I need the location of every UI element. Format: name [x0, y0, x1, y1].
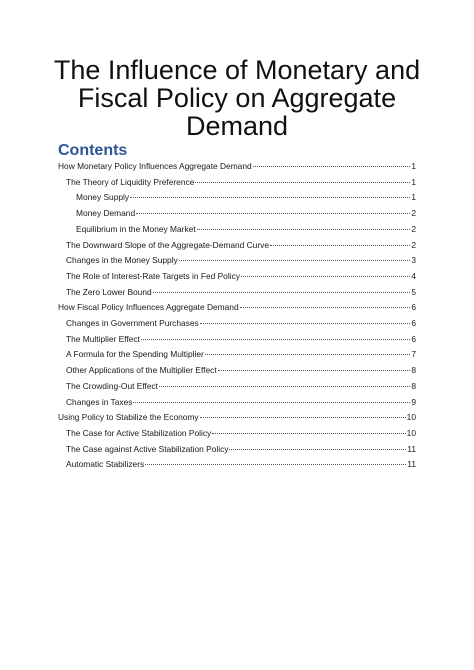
- toc-page-number: 8: [411, 365, 416, 376]
- toc-dot-leader: [136, 213, 410, 214]
- toc-page-number: 11: [407, 459, 416, 470]
- toc-dot-leader: [141, 339, 410, 340]
- toc-entry-label: The Case for Active Stabilization Policy: [66, 427, 212, 438]
- toc-page-number: 7: [411, 349, 416, 360]
- toc-entry-label: A Formula for the Spending Multiplier: [66, 349, 204, 360]
- toc-page-number: 9: [411, 396, 416, 407]
- toc-dot-leader: [240, 307, 411, 308]
- toc-entry[interactable]: [66, 349, 416, 360]
- toc-entry[interactable]: [66, 318, 416, 329]
- toc-entry[interactable]: [66, 428, 416, 439]
- toc-entry-label: Changes in Taxes: [66, 396, 133, 407]
- toc-page-number: 10: [406, 412, 416, 423]
- toc-entry-label: The Downward Slope of the Aggregate-Demand Curve: [66, 239, 269, 250]
- toc-entry[interactable]: [66, 334, 416, 345]
- toc-entry[interactable]: [66, 397, 416, 408]
- toc-dot-leader: [212, 433, 405, 434]
- toc-entry-label: Changes in Government Purchases: [66, 318, 199, 328]
- toc-page-number: 1: [411, 192, 416, 203]
- toc-entry[interactable]: [66, 381, 416, 392]
- toc-entry-label: Automatic Stabilizers: [66, 459, 145, 470]
- toc-entry-label: How Monetary Policy Influences Aggregate Demand: [58, 161, 252, 171]
- toc-dot-leader: [241, 276, 410, 277]
- toc-dot-leader: [200, 323, 411, 324]
- toc-entry-label: The Zero Lower Bound: [66, 286, 152, 297]
- toc-entry[interactable]: [66, 271, 416, 282]
- toc-page-number: 5: [411, 286, 416, 297]
- toc-dot-leader: [218, 370, 411, 371]
- toc-page-number: 2: [411, 223, 416, 234]
- toc-dot-leader: [195, 182, 410, 183]
- toc-page-number: 4: [411, 270, 416, 281]
- toc-entry[interactable]: [66, 287, 416, 298]
- toc-page-number: 1: [411, 176, 416, 187]
- toc-page-number: 3: [411, 255, 416, 266]
- toc-entry-label: The Case against Active Stabilization Policy: [66, 443, 229, 454]
- toc-page-number: 2: [411, 239, 416, 250]
- toc-page-number: 11: [407, 443, 416, 454]
- toc-page-number: 2: [411, 208, 416, 219]
- toc-entry-label: The Multiplier Effect: [66, 333, 140, 344]
- toc-entry-label: The Theory of Liquidity Preference: [66, 176, 195, 187]
- toc-entry-label: Using Policy to Stabilize the Economy: [58, 412, 199, 423]
- toc-entry[interactable]: [66, 240, 416, 251]
- toc-dot-leader: [159, 386, 410, 387]
- toc-dot-leader: [145, 464, 406, 465]
- toc-entry-label: The Crowding-Out Effect: [66, 380, 159, 391]
- toc-entry[interactable]: [66, 255, 416, 266]
- toc-entry-label: Money Demand: [76, 208, 136, 219]
- toc-entry[interactable]: [66, 459, 416, 470]
- toc-entry[interactable]: [58, 161, 416, 172]
- toc-page-number: 6: [411, 333, 416, 344]
- toc-page-number: 8: [411, 380, 416, 391]
- toc-entry[interactable]: [66, 444, 416, 455]
- toc-dot-leader: [153, 292, 411, 293]
- toc-dot-leader: [229, 449, 406, 450]
- toc-entry[interactable]: [66, 365, 416, 376]
- toc-entry-label: Money Supply: [76, 192, 130, 203]
- toc-entry[interactable]: [76, 208, 416, 219]
- document-title: The Influence of Monetary and Fiscal Policy on Aggregate Demand: [53, 55, 421, 141]
- toc-entry-label: How Fiscal Policy Influences Aggregate Demand: [58, 302, 239, 313]
- toc-dot-leader: [200, 417, 406, 418]
- toc-entry[interactable]: [66, 177, 416, 188]
- toc-entry[interactable]: [76, 224, 416, 235]
- toc-entry-label: Equilibrium in the Money Market: [76, 223, 196, 234]
- toc-dot-leader: [253, 166, 411, 167]
- toc-entry[interactable]: [58, 302, 416, 313]
- toc-dot-leader: [130, 197, 410, 198]
- toc-entry-label: Other Applications of the Multiplier Effect: [66, 365, 217, 376]
- toc-page-number: 1: [411, 161, 416, 171]
- toc-dot-leader: [179, 260, 411, 261]
- toc-entry[interactable]: [76, 192, 416, 203]
- toc-entry[interactable]: [58, 412, 416, 423]
- toc-dot-leader: [270, 245, 410, 246]
- contents-heading: Contents: [58, 142, 128, 159]
- toc-dot-leader: [197, 229, 411, 230]
- toc-entry-label: The Role of Interest-Rate Targets in Fed Policy: [66, 270, 240, 281]
- toc-dot-leader: [205, 354, 411, 355]
- toc-page-number: 10: [406, 427, 416, 438]
- toc-page-number: 6: [411, 318, 416, 328]
- toc-page-number: 6: [411, 302, 416, 313]
- toc-entry-label: Changes in the Money Supply: [66, 255, 178, 266]
- toc-dot-leader: [133, 402, 410, 403]
